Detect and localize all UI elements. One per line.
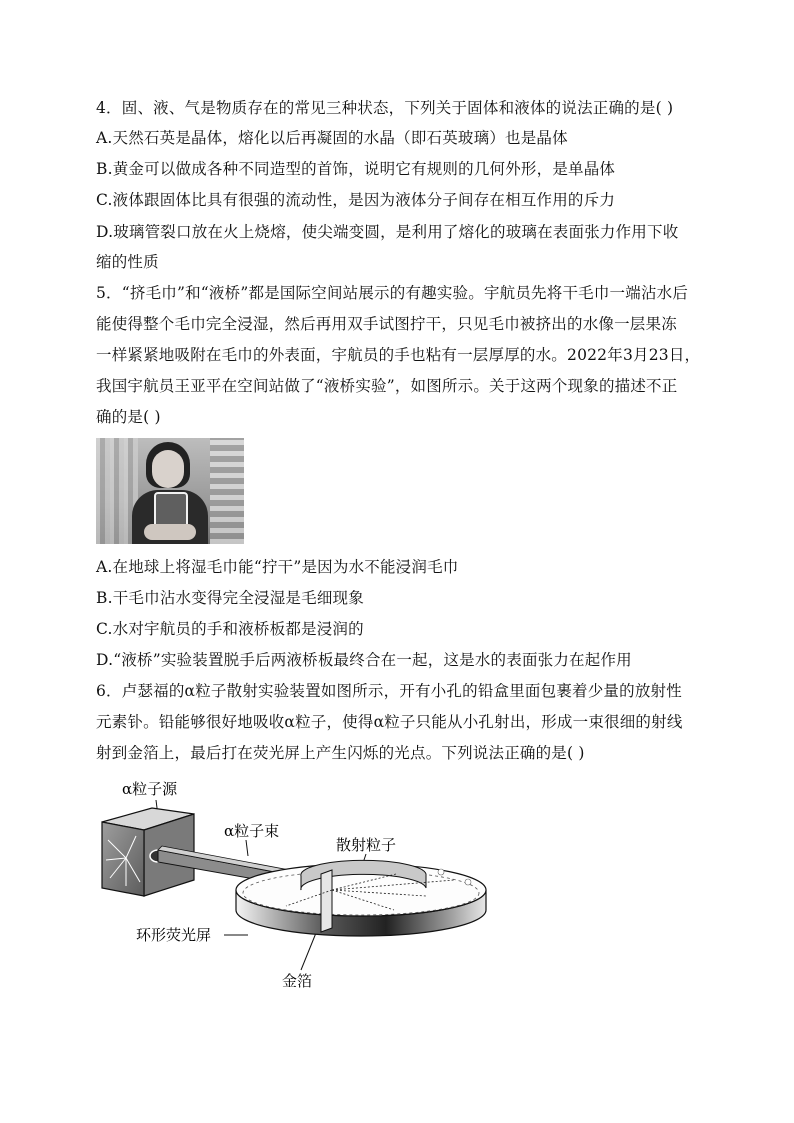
photo-astronaut-hands <box>144 524 196 540</box>
q4-option-d-line1: D.玻璃管裂口放在火上烧熔，使尖端变圆，是利用了熔化的玻璃在表面张力作用下收 <box>96 223 679 241</box>
gold-foil <box>321 870 332 932</box>
q4-option-a: A.天然石英是晶体，熔化以后再凝固的水晶（即石英玻璃）也是晶体 <box>96 129 568 147</box>
q5-stem-line2: 能使得整个毛巾完全浸湿，然后再用双手试图拧干，只见毛巾被挤出的水像一层果冻 <box>96 315 677 333</box>
q5-stem-line4: 我国宇航员王亚平在空间站做了“液桥实验”，如图所示。关于这两个现象的描述不正 <box>96 377 678 395</box>
q5-option-d: D.“液桥”实验装置脱手后两液桥板最终合在一起，这是水的表面张力在起作用 <box>96 651 632 669</box>
photo-astronaut-face <box>152 450 184 488</box>
rutherford-apparatus-diagram <box>96 778 496 998</box>
q6-stem-line3: 射到金箔上，最后打在荧光屏上产生闪烁的光点。下列说法正确的是( ) <box>96 744 585 762</box>
q4-stem: 4．固、液、气是物质存在的常见三种状态，下列关于固体和液体的说法正确的是( ) <box>96 99 674 117</box>
q6-stem-line1: 6．卢瑟福的α粒子散射实验装置如图所示，开有小孔的铅盒里面包裹着少量的放射性 <box>96 682 682 700</box>
q5-stem-line1: 5．“挤毛巾”和“液桥”都是国际空间站展示的有趣实验。宇航员先将干毛巾一端沾水后 <box>96 284 689 302</box>
q6-stem-line2: 元素钋。铅能够很好地吸收α粒子，使得α粒子只能从小孔射出，形成一束很细的射线 <box>96 713 683 731</box>
q5-option-a: A.在地球上将湿毛巾能“拧干”是因为水不能浸润毛巾 <box>96 558 459 576</box>
label-alpha-beam: α粒子束 <box>224 822 280 840</box>
q5-option-c: C.水对宇航员的手和液桥板都是浸润的 <box>96 620 364 638</box>
label-ring-screen: 环形荧光屏 <box>136 926 212 944</box>
lead-box-front <box>102 822 144 896</box>
label-alpha-source: α粒子源 <box>122 780 178 798</box>
q4-option-b: B.黄金可以做成各种不同造型的首饰，说明它有规则的几何外形，是单晶体 <box>96 160 616 178</box>
q4-option-c: C.液体跟固体比具有很强的流动性，是因为液体分子间存在相互作用的斥力 <box>96 191 616 209</box>
label-scattered-particles: 散射粒子 <box>336 836 397 854</box>
q5-option-b: B.干毛巾沾水变得完全浸湿是毛细现象 <box>96 589 364 607</box>
leader-beam <box>246 840 248 856</box>
photo-station-wall-right <box>210 438 244 544</box>
label-gold-foil: 金箔 <box>282 972 313 990</box>
q4-option-d-line2: 缩的性质 <box>96 253 159 271</box>
q5-stem-line3: 一样紧紧地吸附在毛巾的外表面，宇航员的手也粘有一层厚厚的水。2022年3月23日， <box>96 346 701 364</box>
liquid-bridge-photo <box>96 438 244 544</box>
q5-stem-line5: 确的是( ) <box>96 408 161 426</box>
